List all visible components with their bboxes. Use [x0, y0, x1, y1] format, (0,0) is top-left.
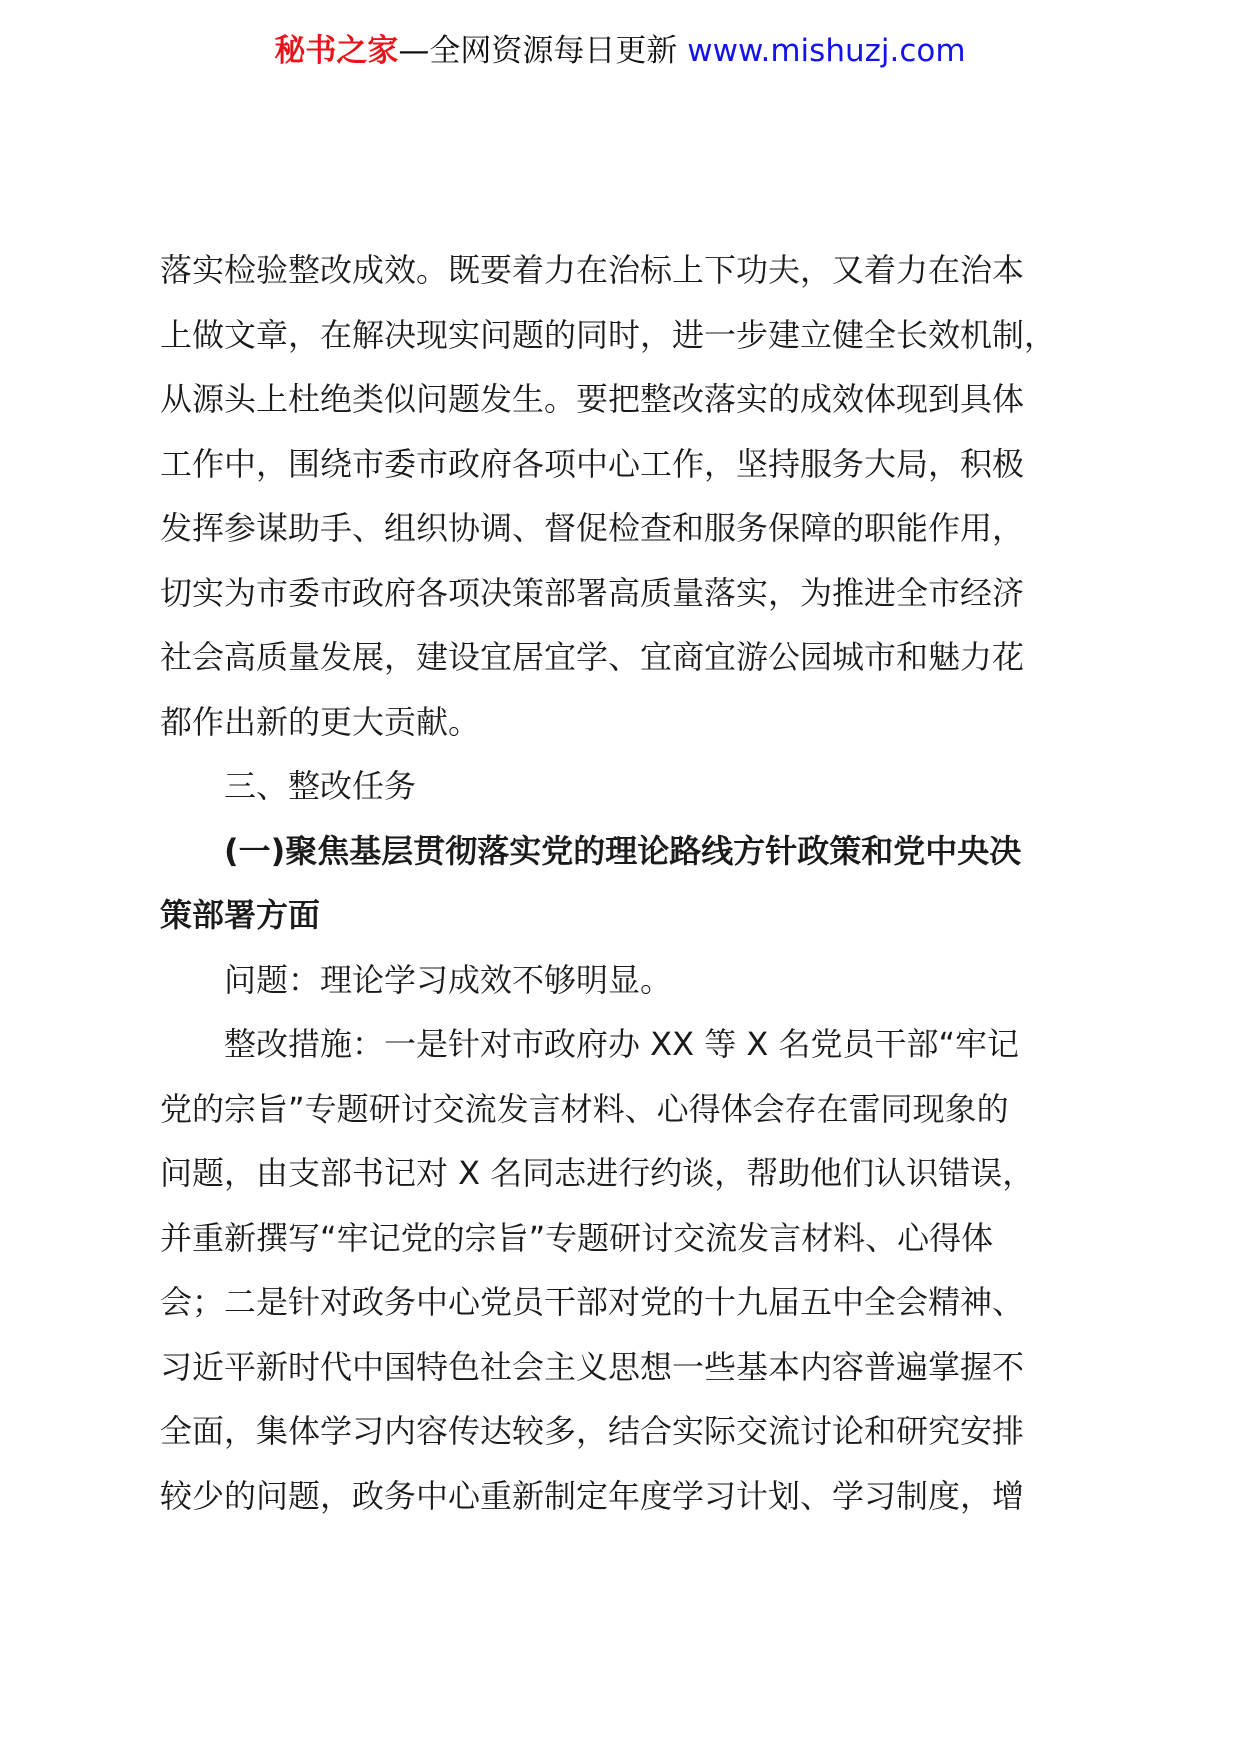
subsection-heading-cont: 策部署方面 [160, 896, 321, 934]
site-header [0, 28, 1240, 74]
text-line: 问题，由支部书记对 X 名同志进行约谈，帮助他们认识错误， [160, 1154, 1035, 1192]
section-heading: 三、整改任务 [224, 767, 417, 805]
text-line: 习近平新时代中国特色社会主义思想一些基本内容普遍掌握不 [160, 1347, 1025, 1386]
site-tagline: —全网资源每日更新 [398, 33, 678, 69]
text-line: 都作出新的更大贡献。 [160, 702, 481, 741]
problem-line: 问题：理论学习成效不够明显。 [224, 960, 673, 999]
site-url-link[interactable]: www.mishuzj.com [687, 33, 966, 69]
document-body [160, 238, 1080, 1528]
text-line: 较少的问题，政务中心重新制定年度学习计划、学习制度，增 [160, 1476, 1025, 1515]
text-line: 工作中，围绕市委市政府各项中心工作，坚持服务大局，积极 [160, 444, 1025, 483]
text-line: 发挥参谋助手、组织协调、督促检查和服务保障的职能作用， [160, 509, 1025, 547]
text-line: 会；二是针对政务中心党员干部对党的十九届五中全会精神、 [160, 1283, 1025, 1321]
text-line: 社会高质量发展，建设宜居宜学、宜商宜游公园城市和魅力花 [160, 638, 1025, 676]
site-brand: 秘书之家 [274, 33, 399, 69]
measures-line: 整改措施：一是针对市政府办 XX 等 X 名党员干部“牢记 [224, 1025, 1020, 1063]
text-line: 上做文章，在解决现实问题的同时，进一步建立健全长效机制， [160, 315, 1057, 354]
text-line: 并重新撰写“牢记党的宗旨”专题研讨交流发言材料、心得体 [160, 1218, 994, 1257]
text-line: 党的宗旨”专题研讨交流发言材料、心得体会存在雷同现象的 [160, 1089, 1009, 1128]
text-line: 从源头上杜绝类似问题发生。要把整改落实的成效体现到具体 [160, 380, 1025, 418]
subsection-heading: (一)聚焦基层贯彻落实党的理论路线方针政策和党中央决 [224, 831, 1022, 870]
text-line: 切实为市委市政府各项决策部署高质量落实，为推进全市经济 [160, 573, 1025, 612]
text-line: 全面，集体学习内容传达较多，结合实际交流讨论和研究安排 [160, 1412, 1025, 1450]
text-line: 落实检验整改成效。既要着力在治标上下功夫，又着力在治本 [160, 251, 1025, 289]
